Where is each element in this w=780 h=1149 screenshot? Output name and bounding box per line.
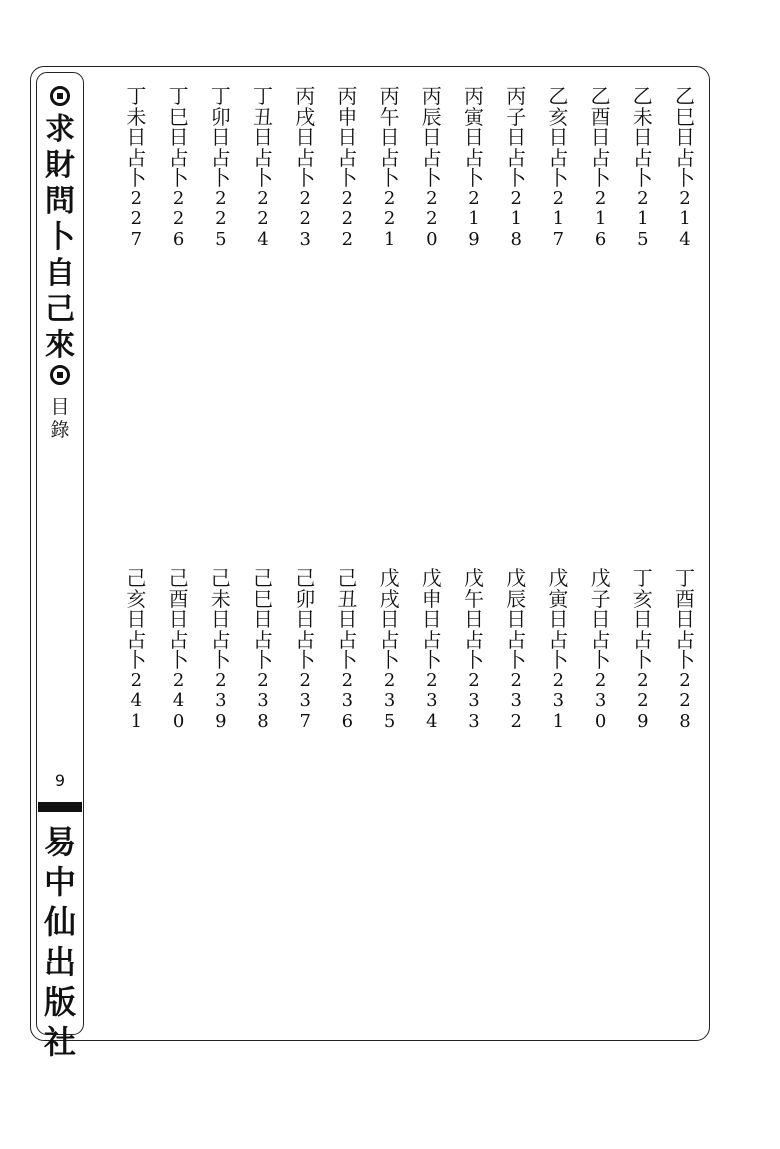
toc-entry-title-char: 占 <box>506 145 527 170</box>
toc-entry-title-char: 占 <box>253 627 273 652</box>
toc-entry-title-char: 丙 <box>506 84 527 108</box>
toc-entry-title-char: 丙 <box>421 84 442 108</box>
toc-entry-page-digit: 2 <box>637 187 649 209</box>
toc-entry-title-char: 申 <box>421 586 442 611</box>
toc-entry-title-char: 戊 <box>548 566 569 590</box>
toc-entry-page-digit: 2 <box>679 690 691 711</box>
toc-entry-title-char: 巳 <box>253 586 273 611</box>
toc-entry-title-char: 日 <box>421 125 442 149</box>
toc-entry-title-char: 丁 <box>210 84 231 108</box>
toc-entry-upper-7 <box>375 86 405 250</box>
toc-entry-title-char: 巳 <box>168 104 189 129</box>
toc-entry-title-char: 日 <box>168 607 189 631</box>
toc-entry-page-digit: 2 <box>299 669 311 691</box>
toc-entry-upper-5 <box>459 86 489 250</box>
toc-entry-page-digit: 2 <box>172 208 185 229</box>
toc-entry-lower-6 <box>417 568 447 732</box>
toc-entry-page-digit: 1 <box>552 710 565 732</box>
toc-entry-page-digit: 2 <box>552 669 565 691</box>
toc-entry-title-char: 卜 <box>590 166 611 190</box>
toc-entry-title-char: 午 <box>379 104 400 129</box>
toc-entry-title-char: 卯 <box>210 104 231 129</box>
toc-entry-title-char: 己 <box>253 566 273 590</box>
toc-entry-title-char: 卜 <box>464 648 484 672</box>
toc-entry-title-char: 丙 <box>337 84 358 108</box>
toc-entry-title-char: 卜 <box>506 648 527 672</box>
toc-entry-page-digit: 2 <box>510 187 522 209</box>
toc-entry-page-digit: 2 <box>215 208 227 229</box>
toc-entry-upper-2 <box>586 86 616 250</box>
toc-entry-page-digit: 2 <box>426 187 438 209</box>
toc-entry-page-digit: 2 <box>426 208 438 229</box>
toc-entry-title-char: 卜 <box>421 648 442 672</box>
toc-entry-title-char: 卜 <box>168 166 189 190</box>
toc-entry-title-char: 丑 <box>337 586 358 611</box>
toc-entry-title-char: 日 <box>464 607 484 631</box>
toc-entry-title-char: 己 <box>337 566 358 590</box>
toc-entry-title-char: 占 <box>632 627 653 652</box>
toc-entry-upper-3 <box>543 86 573 250</box>
toc-entry-lower-4 <box>501 568 531 732</box>
toc-entry-title-char: 占 <box>295 627 316 652</box>
toc-entry-title-char: 卜 <box>506 166 527 190</box>
toc-entry-title-char: 日 <box>295 607 316 631</box>
toc-entry-title-char: 占 <box>590 145 611 170</box>
toc-entry-upper-1 <box>628 86 658 250</box>
toc-entry-page-digit: 2 <box>510 669 522 691</box>
toc-entry-title-char: 卯 <box>295 586 316 611</box>
toc-entry-title-char: 戊 <box>590 566 611 590</box>
toc-entry-title-char: 占 <box>126 145 147 170</box>
toc-entry-title-char: 日 <box>548 607 569 631</box>
toc-entry-page-digit: 2 <box>257 187 269 209</box>
divider-bar <box>38 802 82 812</box>
toc-entry-page-digit: 2 <box>215 187 227 209</box>
toc-entry-title-char: 己 <box>295 566 316 590</box>
toc-entry-title-char: 日 <box>337 607 358 631</box>
toc-entry-page-digit: 3 <box>341 690 354 711</box>
toc-entry-title-char: 占 <box>675 627 695 652</box>
toc-entry-title-char: 日 <box>253 607 273 631</box>
toc-entry-title-char: 日 <box>126 125 147 149</box>
toc-entry-page-digit: 4 <box>130 690 143 711</box>
toc-entry-title-char: 卜 <box>632 648 653 672</box>
toc-entry-title-char: 亥 <box>548 104 569 129</box>
toc-entry-page-digit: 2 <box>594 669 607 691</box>
toc-entry-title-char: 日 <box>632 607 653 631</box>
toc-entry-lower-11 <box>206 568 236 732</box>
toc-entry-title-char: 占 <box>548 627 569 652</box>
toc-entry-title-char: 日 <box>675 125 695 149</box>
toc-entry-title-char: 戌 <box>295 104 316 129</box>
toc-entry-title-char: 丙 <box>379 84 400 108</box>
toc-entry-page-digit: 2 <box>299 187 311 209</box>
toc-entry-title-char: 占 <box>295 145 316 170</box>
toc-entry-page-digit: 3 <box>299 228 311 250</box>
toc-entry-title-char: 丁 <box>632 566 653 590</box>
toc-entry-upper-10 <box>248 86 278 250</box>
toc-entry-upper-4 <box>501 86 531 250</box>
toc-entry-lower-8 <box>332 568 362 732</box>
toc-entry-page-digit: 1 <box>679 208 691 229</box>
toc-entry-title-char: 卜 <box>253 648 273 672</box>
toc-entry-title-char: 丁 <box>168 84 189 108</box>
toc-entry-title-char: 卜 <box>210 648 231 672</box>
toc-entry-title-char: 占 <box>379 627 400 652</box>
toc-entry-title-char: 未 <box>126 104 147 129</box>
toc-entry-title-char: 日 <box>379 607 400 631</box>
toc-entry-title-char: 日 <box>590 607 611 631</box>
toc-entry-title-char: 卜 <box>253 166 273 190</box>
toc-entry-page-digit: 2 <box>468 187 480 209</box>
toc-entry-title-char: 己 <box>210 566 231 590</box>
toc-entry-page-digit: 5 <box>383 710 396 732</box>
toc-entry-title-char: 未 <box>632 104 653 129</box>
toc-entry-page-digit: 9 <box>637 710 649 732</box>
toc-entry-page-digit: 2 <box>383 187 396 209</box>
toc-entry-title-char: 戊 <box>464 566 484 590</box>
toc-entry-title-char: 卜 <box>337 166 358 190</box>
toc-entry-title-char: 日 <box>379 125 400 149</box>
toc-entry-page-digit: 2 <box>383 669 396 691</box>
toc-entry-upper-11 <box>206 86 236 250</box>
toc-entry-page-digit: 7 <box>552 228 565 250</box>
toc-entry-page-digit: 1 <box>130 710 143 732</box>
toc-entry-page-digit: 3 <box>468 710 480 732</box>
toc-entry-lower-9 <box>290 568 320 732</box>
toc-entry-title-char: 占 <box>421 145 442 170</box>
toc-entry-title-char: 日 <box>506 607 527 631</box>
toc-entry-title-char: 占 <box>464 627 484 652</box>
toc-entry-title-char: 卜 <box>675 648 695 672</box>
toc-entry-page-digit: 1 <box>637 208 649 229</box>
toc-entry-page-digit: 2 <box>130 208 143 229</box>
toc-entry-title-char: 丁 <box>675 566 695 590</box>
toc-entry-title-char: 卜 <box>210 166 231 190</box>
toc-entry-title-char: 日 <box>464 125 484 149</box>
toc-entry-title-char: 丙 <box>464 84 484 108</box>
toc-entry-page-digit: 3 <box>510 690 522 711</box>
toc-entry-page-digit: 3 <box>215 690 227 711</box>
toc-entry-title-char: 未 <box>210 586 231 611</box>
toc-entry-title-char: 日 <box>253 125 273 149</box>
toc-entry-page-digit: 1 <box>510 208 522 229</box>
toc-entry-title-char: 戊 <box>421 566 442 590</box>
toc-entry-title-char: 占 <box>337 145 358 170</box>
toc-entry-lower-3 <box>543 568 573 732</box>
toc-entry-title-char: 酉 <box>675 586 695 611</box>
toc-entry-page-digit: 8 <box>679 710 691 732</box>
book-title: 求 財 問 卜 自 己 來 <box>45 112 75 363</box>
toc-entry-title-char: 卜 <box>675 166 695 190</box>
toc-entry-lower-5 <box>459 568 489 732</box>
toc-entry-title-char: 子 <box>590 586 611 611</box>
page-number: 9 <box>54 771 66 790</box>
toc-entry-title-char: 日 <box>210 607 231 631</box>
toc-entry-title-char: 占 <box>548 145 569 170</box>
toc-entry-page-digit: 2 <box>552 187 565 209</box>
toc-entry-title-char: 戌 <box>379 586 400 611</box>
toc-entry-title-char: 日 <box>632 125 653 149</box>
toc-entry-title-char: 卜 <box>464 166 484 190</box>
toc-entry-title-char: 戊 <box>506 566 527 590</box>
toc-entry-title-char: 占 <box>168 145 189 170</box>
toc-entry-page-digit: 2 <box>679 669 691 691</box>
toc-entry-page-digit: 3 <box>426 690 438 711</box>
coin-icon <box>50 86 70 106</box>
toc-entry-lower-10 <box>248 568 278 732</box>
toc-entry-upper-12 <box>164 86 194 250</box>
toc-entry-title-char: 辰 <box>506 586 527 611</box>
toc-entry-page-digit: 2 <box>341 208 354 229</box>
toc-entry-title-char: 卜 <box>590 648 611 672</box>
toc-entry-title-char: 酉 <box>590 104 611 129</box>
toc-entry-lower-13 <box>121 568 151 732</box>
toc-entry-upper-9 <box>290 86 320 250</box>
toc-entry-title-char: 日 <box>210 125 231 149</box>
toc-entry-title-char: 寅 <box>548 586 569 611</box>
toc-entry-page-digit: 2 <box>468 669 480 691</box>
toc-entry-page-digit: 3 <box>552 690 565 711</box>
toc-entry-title-char: 丁 <box>126 84 147 108</box>
toc-entry-page-digit: 2 <box>215 669 227 691</box>
toc-entry-page-digit: 4 <box>257 228 269 250</box>
toc-entry-lower-2 <box>586 568 616 732</box>
toc-entry-page-digit: 0 <box>172 710 185 732</box>
toc-entry-title-char: 亥 <box>126 586 147 611</box>
toc-entry-page-digit: 2 <box>172 669 185 691</box>
toc-entry-page-digit: 1 <box>383 228 396 250</box>
toc-entry-title-char: 申 <box>337 104 358 129</box>
toc-entry-title-char: 己 <box>126 566 147 590</box>
toc-entry-page-digit: 4 <box>426 710 438 732</box>
publisher-name: 易 中 仙 出 版 社 <box>43 823 76 1061</box>
toc-entry-title-char: 乙 <box>590 84 611 108</box>
toc-entry-title-char: 占 <box>168 627 189 652</box>
toc-entry-page-digit: 3 <box>299 690 311 711</box>
toc-entry-page-digit: 7 <box>130 228 143 250</box>
toc-entry-lower-12 <box>164 568 194 732</box>
toc-entry-title-char: 卜 <box>632 166 653 190</box>
toc-entry-title-char: 日 <box>590 125 611 149</box>
toc-entry-title-char: 占 <box>421 627 442 652</box>
toc-entry-title-char: 日 <box>337 125 358 149</box>
toc-entry-page-digit: 9 <box>468 228 480 250</box>
toc-entry-page-digit: 6 <box>341 710 354 732</box>
toc-entry-title-char: 卜 <box>295 166 316 190</box>
toc-entry-title-char: 卜 <box>548 166 569 190</box>
toc-entry-page-digit: 1 <box>468 208 480 229</box>
toc-entry-title-char: 丁 <box>253 84 273 108</box>
toc-entry-title-char: 卜 <box>168 648 189 672</box>
toc-entry-title-char: 占 <box>126 627 147 652</box>
toc-entry-title-char: 巳 <box>675 104 695 129</box>
toc-entry-page-digit: 6 <box>172 228 185 250</box>
toc-entry-title-char: 卜 <box>421 166 442 190</box>
toc-entry-lower-1 <box>628 568 658 732</box>
toc-entry-title-char: 己 <box>168 566 189 590</box>
toc-entry-title-char: 卜 <box>379 648 400 672</box>
toc-entry-page-digit: 2 <box>130 187 143 209</box>
toc-entry-title-char: 乙 <box>675 84 695 108</box>
toc-entry-title-char: 酉 <box>168 586 189 611</box>
toc-entry-title-char: 寅 <box>464 104 484 129</box>
toc-entry-title-char: 日 <box>126 607 147 631</box>
toc-entry-page-digit: 5 <box>215 228 227 250</box>
toc-entry-page-digit: 2 <box>299 208 311 229</box>
toc-entry-page-digit: 7 <box>299 710 311 732</box>
toc-entry-page-digit: 6 <box>594 228 607 250</box>
toc-entry-upper-0 <box>670 86 700 250</box>
toc-entry-page-digit: 9 <box>215 710 227 732</box>
toc-entry-title-char: 占 <box>337 627 358 652</box>
toc-entry-page-digit: 2 <box>383 208 396 229</box>
toc-entry-page-digit: 2 <box>594 187 607 209</box>
toc-entry-page-digit: 8 <box>257 710 269 732</box>
toc-entry-page-digit: 2 <box>510 710 522 732</box>
toc-entry-page-digit: 1 <box>594 208 607 229</box>
toc-entry-title-char: 丙 <box>295 84 316 108</box>
toc-entry-title-char: 日 <box>421 607 442 631</box>
toc-entry-page-digit: 2 <box>341 187 354 209</box>
toc-entry-page-digit: 1 <box>552 208 565 229</box>
toc-entry-title-char: 日 <box>548 125 569 149</box>
toc-entry-title-char: 日 <box>295 125 316 149</box>
toc-entry-page-digit: 3 <box>594 690 607 711</box>
toc-entry-page-digit: 0 <box>426 228 438 250</box>
toc-entry-page-digit: 8 <box>510 228 522 250</box>
toc-entry-title-char: 子 <box>506 104 527 129</box>
toc-entry-title-char: 午 <box>464 586 484 611</box>
toc-entry-page-digit: 4 <box>679 228 691 250</box>
toc-entry-title-char: 卜 <box>379 166 400 190</box>
toc-entry-title-char: 占 <box>253 145 273 170</box>
toc-entry-title-char: 占 <box>590 627 611 652</box>
toc-entry-page-digit: 2 <box>341 669 354 691</box>
toc-entry-title-char: 辰 <box>421 104 442 129</box>
toc-entry-title-char: 乙 <box>548 84 569 108</box>
toc-entry-title-char: 卜 <box>337 648 358 672</box>
toc-entry-page-digit: 4 <box>172 690 185 711</box>
toc-entry-title-char: 日 <box>506 125 527 149</box>
toc-entry-title-char: 占 <box>379 145 400 170</box>
toc-entry-title-char: 日 <box>168 125 189 149</box>
toc-entry-upper-8 <box>332 86 362 250</box>
toc-entry-page-digit: 2 <box>679 187 691 209</box>
toc-entry-lower-7 <box>375 568 405 732</box>
toc-entry-title-char: 戊 <box>379 566 400 590</box>
toc-entry-title-char: 占 <box>210 627 231 652</box>
toc-entry-title-char: 卜 <box>548 648 569 672</box>
toc-entry-title-char: 占 <box>632 145 653 170</box>
toc-entry-page-digit: 2 <box>172 187 185 209</box>
toc-entry-page-digit: 5 <box>637 228 649 250</box>
toc-entry-title-char: 丑 <box>253 104 273 129</box>
toc-entry-page-digit: 2 <box>426 669 438 691</box>
toc-entry-lower-0 <box>670 568 700 732</box>
toc-entry-page-digit: 2 <box>257 669 269 691</box>
toc-entry-title-char: 占 <box>675 145 695 170</box>
toc-entry-page-digit: 3 <box>468 690 480 711</box>
toc-entry-title-char: 占 <box>210 145 231 170</box>
toc-entry-page-digit: 2 <box>341 228 354 250</box>
section-title: 目 錄 <box>50 396 70 441</box>
toc-entry-upper-6 <box>417 86 447 250</box>
toc-entry-page-digit: 2 <box>130 669 143 691</box>
toc-entry-page-digit: 0 <box>594 710 607 732</box>
toc-entry-title-char: 卜 <box>295 648 316 672</box>
toc-entry-title-char: 卜 <box>126 648 147 672</box>
toc-entry-title-char: 卜 <box>126 166 147 190</box>
toc-entry-upper-13 <box>121 86 151 250</box>
toc-entry-page-digit: 2 <box>637 690 649 711</box>
toc-entry-title-char: 亥 <box>632 586 653 611</box>
coin-icon <box>50 365 70 385</box>
toc-entry-title-char: 占 <box>464 145 484 170</box>
toc-entry-page-digit: 3 <box>383 690 396 711</box>
toc-entry-page-digit: 2 <box>257 208 269 229</box>
toc-entry-title-char: 占 <box>506 627 527 652</box>
toc-entry-page-digit: 3 <box>257 690 269 711</box>
toc-entry-title-char: 日 <box>675 607 695 631</box>
toc-entry-title-char: 乙 <box>632 84 653 108</box>
toc-entry-page-digit: 2 <box>637 669 649 691</box>
